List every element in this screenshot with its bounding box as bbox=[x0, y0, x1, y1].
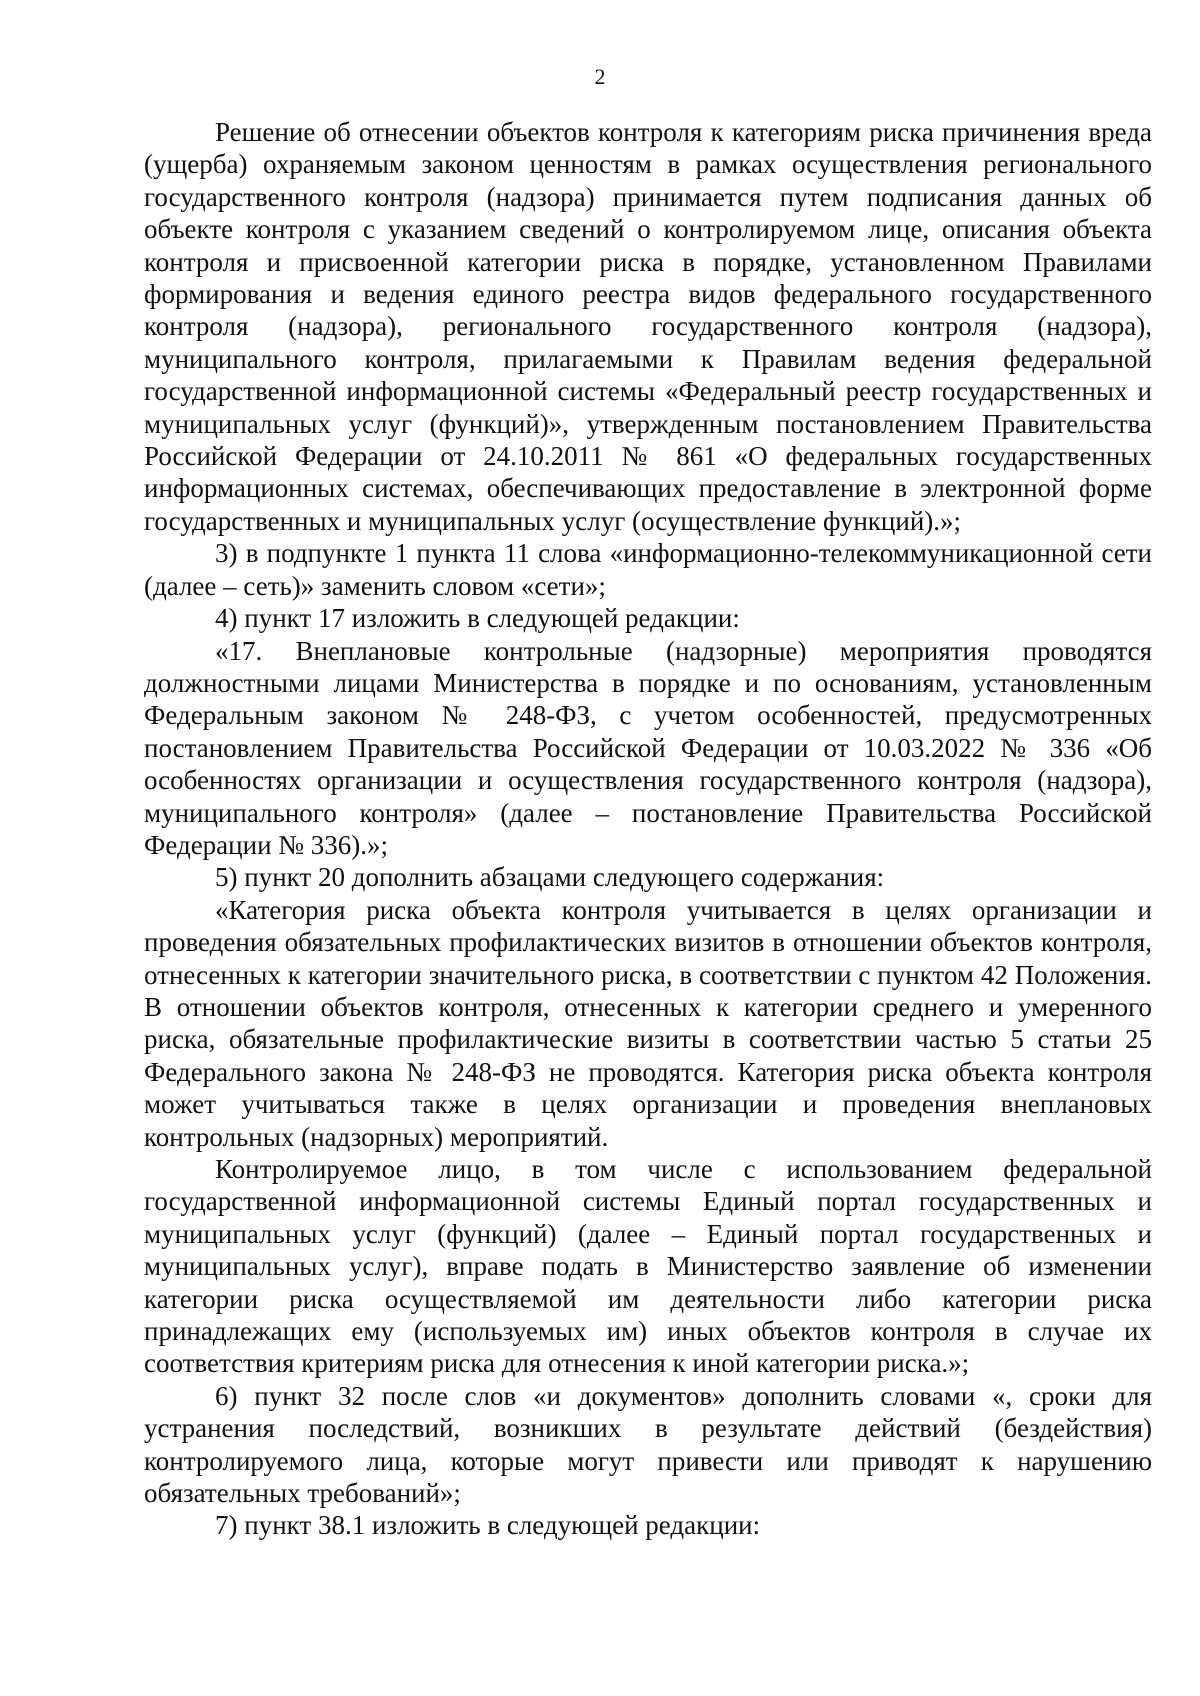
paragraph-risk-category-decision: Решение об отнесении объектов контроля к категориям риска причинения вреда (ущерба) охраняемым законом ценностям в рамках осуществления регионального государственного контроля (надзора) принимается путем подписания данных об объекте контроля с указанием сведений о контролируемом лице, описания объекта контроля и присвоенной категории риска в порядке, установленном Правилами формирования и ведения единого реестра видов федерального государственного контроля (надзора), регионального государственного контроля (надзора), муниципального контроля, прилагаемыми к Правилам ведения федеральной государственной информационной системы «Федеральный реестр государственных и муниципальных услуг (функций)», утвержденным постановлением Правительства Российской Федерации от 24.10.2011 № 861 «О федеральных государственных информационных системах, обеспечивающих предоставление в электронной форме государственных и муниципальных услуг (осуществление функций).»; bbox=[144, 117, 1152, 536]
paragraph-clause-17: «17. Внеплановые контрольные (надзорные) мероприятия проводятся должностными лицами Министерства в порядке и по основаниям, установленным Федеральным законом № 248-ФЗ, с учетом особенностей, предусмотренных постановлением Правительства Российской Федерации от 10.03.2022 № 336 «Об особенностях организации и осуществления государственного контроля (надзора), муниципального контроля» (далее – постановление Правительства Российской Федерации № 336).»; bbox=[144, 635, 1152, 860]
paragraph-item-5: 5) пункт 20 дополнить абзацами следующего содержания: bbox=[215, 862, 885, 893]
page-number: 2 bbox=[594, 64, 606, 89]
paragraph-item-6: 6) пункт 32 после слов «и документов» дополнить словами «, сроки для устранения последствий, возникших в результате действий (бездействия) контролируемого лица, которые могут привести или приводят к нарушению обязательных требований»; bbox=[144, 1380, 1152, 1509]
paragraph-controlled-person: Контролируемое лицо, в том числе с использованием федеральной государственной информационной системы Единый портал государственных и муниципальных услуг (функций) (далее – Единый портал государственных и муниципальных услуг), вправе подать в Министерство заявление об изменении категории риска осуществляемой им деятельности либо категории риска принадлежащих ему (используемых им) иных объектов контроля в случае их соответствия критериям риска для отнесения к иной категории риска.»; bbox=[144, 1154, 1152, 1379]
paragraph-item-4: 4) пункт 17 изложить в следующей редакции: bbox=[215, 603, 740, 634]
document-body bbox=[144, 116, 1152, 1542]
paragraph-risk-category-visits: «Категория риска объекта контроля учитывается в целях организации и проведения обязательных профилактических визитов в отношении объектов контроля, отнесенных к категории значительного риска, в соответствии с пунктом 42 Положения. В отношении объектов контроля, отнесенных к категории среднего и умеренного риска, обязательные профилактические визиты в соответствии частью 5 статьи 25 Федерального закона № 248-ФЗ не проводятся. Категория риска объекта контроля может учитываться также в целях организации и проведения внеплановых контрольных (надзорных) мероприятий. bbox=[144, 894, 1152, 1152]
paragraph-item-3: 3) в подпункте 1 пункта 11 слова «информационно-телекоммуникационной сети (далее – сеть)» заменить словом «сети»; bbox=[144, 538, 1152, 601]
paragraph-item-7: 7) пункт 38.1 изложить в следующей редакции: bbox=[215, 1510, 761, 1541]
